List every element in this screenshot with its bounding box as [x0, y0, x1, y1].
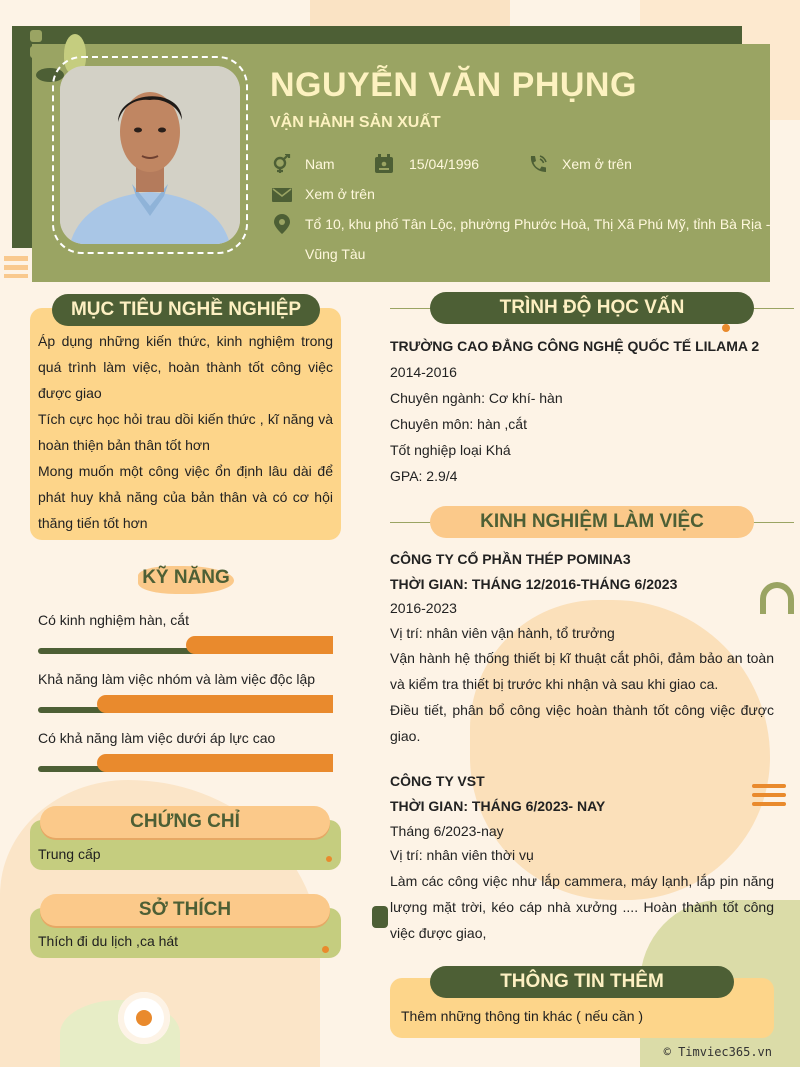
skill-bar-fill — [97, 695, 333, 713]
education-major: Chuyên ngành: Cơ khí- hàn — [390, 390, 563, 406]
email-value: Xem ở trên — [305, 186, 375, 202]
email-icon — [272, 185, 292, 205]
job-company: CÔNG TY CỔ PHẦN THÉP POMINA3 — [390, 551, 631, 567]
education-years: 2014-2016 — [390, 364, 457, 380]
school-name: TRƯỜNG CAO ĐẲNG CÔNG NGHỆ QUỐC TẾ LILAMA 2 — [390, 338, 760, 354]
dot-icon — [322, 946, 329, 953]
address-line-1: Tổ 10, khu phố Tân Lộc, phường Phước Hoà, Thị Xã Phú Mỹ, tỉnh Bà Rịa - — [305, 216, 771, 232]
flower-icon — [118, 992, 170, 1044]
job-description: Điều tiết, phân bổ công việc hoàn thành tốt công việc được giao. — [390, 702, 774, 745]
job-description: Vận hành hệ thống thiết bị kĩ thuật cắt phôi, đảm bảo an toàn và kiểm tra thiết bị trước khi nhận và sau khi giao ca. — [390, 650, 774, 693]
education-specialty: Chuyên môn: hàn ,cắt — [390, 416, 527, 432]
hobbies-heading: SỞ THÍCH — [40, 894, 330, 926]
calendar-icon — [374, 154, 394, 174]
education-grade: Tốt nghiệp loại Khá — [390, 442, 511, 458]
gender-value: Nam — [305, 156, 335, 172]
leaf-icon — [372, 906, 388, 928]
experience-heading: KINH NGHIỆM LÀM VIỆC — [430, 506, 754, 538]
job-period: 2016-2023 — [390, 600, 457, 617]
skill-bar — [38, 754, 333, 772]
experience-content — [390, 547, 774, 946]
job-description: Làm các công việc như lắp cammera, máy lạnh, lắp pin năng lượng mặt trời, kéo cáp nhà xưởng .... Hoàn thành tốt công việc được giao, — [390, 872, 774, 941]
phone-value: Xem ở trên — [562, 156, 632, 172]
dot-icon — [326, 856, 332, 862]
certificates-heading: CHỨNG CHỈ — [40, 806, 330, 838]
stripe-decor — [4, 256, 28, 278]
job-position: Vị trí: nhân viên thời vụ — [390, 847, 534, 864]
more-info-heading: THÔNG TIN THÊM — [430, 966, 734, 998]
address-line-2: Vũng Tàu — [305, 246, 366, 262]
job-company: CÔNG TY VST — [390, 773, 485, 790]
gender-icon — [272, 154, 292, 174]
skill-bar-fill — [186, 636, 334, 654]
skill-bar — [38, 636, 333, 654]
job-title: VẬN HÀNH SẢN XUẤT — [270, 114, 441, 131]
skill-label: Có khả năng làm việc dưới áp lực cao — [38, 730, 276, 746]
dot-icon — [722, 324, 730, 332]
candidate-name: NGUYỄN VĂN PHỤNG — [270, 66, 637, 104]
career-goal-paragraph: Áp dụng những kiến thức, kinh nghiệm trong quá trình làm việc, hoàn thành tốt công việc được giao — [38, 333, 333, 401]
education-gpa: GPA: 2.9/4 — [390, 468, 458, 484]
career-goal-paragraph: Tích cực học hỏi trau dồi kiến thức , kĩ năng và hoàn thiện bản thân tốt hơn — [38, 411, 333, 453]
career-goal-content — [38, 328, 333, 536]
dob-value: 15/04/1996 — [409, 156, 480, 172]
career-goal-paragraph: Mong muốn một công việc ổn định lâu dài để phát huy khả năng của bản thân và có cơ hội thăng tiến tốt hơn — [38, 463, 333, 531]
more-info-text: Thêm những thông tin khác ( nếu cần ) — [401, 1008, 644, 1024]
job-position: Vị trí: nhân viên vận hành, tổ trưởng — [390, 624, 615, 641]
footer-credit: © Timviec365.vn — [663, 1045, 772, 1059]
certificates-text: Trung cấp — [38, 846, 101, 862]
skill-bar-fill — [97, 754, 333, 772]
skill-label: Có kinh nghiệm hàn, cắt — [38, 612, 189, 628]
job-time: THỜI GIAN: THÁNG 12/2016-THÁNG 6/2023 — [390, 575, 678, 592]
skill-bar — [38, 695, 333, 713]
phone-icon — [528, 154, 548, 174]
skill-label: Khả năng làm việc nhóm và làm việc độc lập — [38, 671, 316, 687]
career-goal-heading: MỤC TIÊU NGHỀ NGHIỆP — [52, 294, 320, 326]
education-heading: TRÌNH ĐỘ HỌC VẤN — [430, 292, 754, 324]
hobbies-text: Thích đi du lịch ,ca hát — [38, 933, 179, 949]
skills-heading: KỸ NĂNG — [142, 567, 230, 588]
job-item — [390, 769, 774, 945]
education-content — [390, 333, 780, 489]
location-icon — [272, 214, 292, 234]
avatar — [60, 66, 240, 244]
job-item — [390, 547, 774, 749]
job-time: THỜI GIAN: THÁNG 6/2023- NAY — [390, 797, 606, 814]
job-period: Tháng 6/2023-nay — [390, 822, 504, 839]
